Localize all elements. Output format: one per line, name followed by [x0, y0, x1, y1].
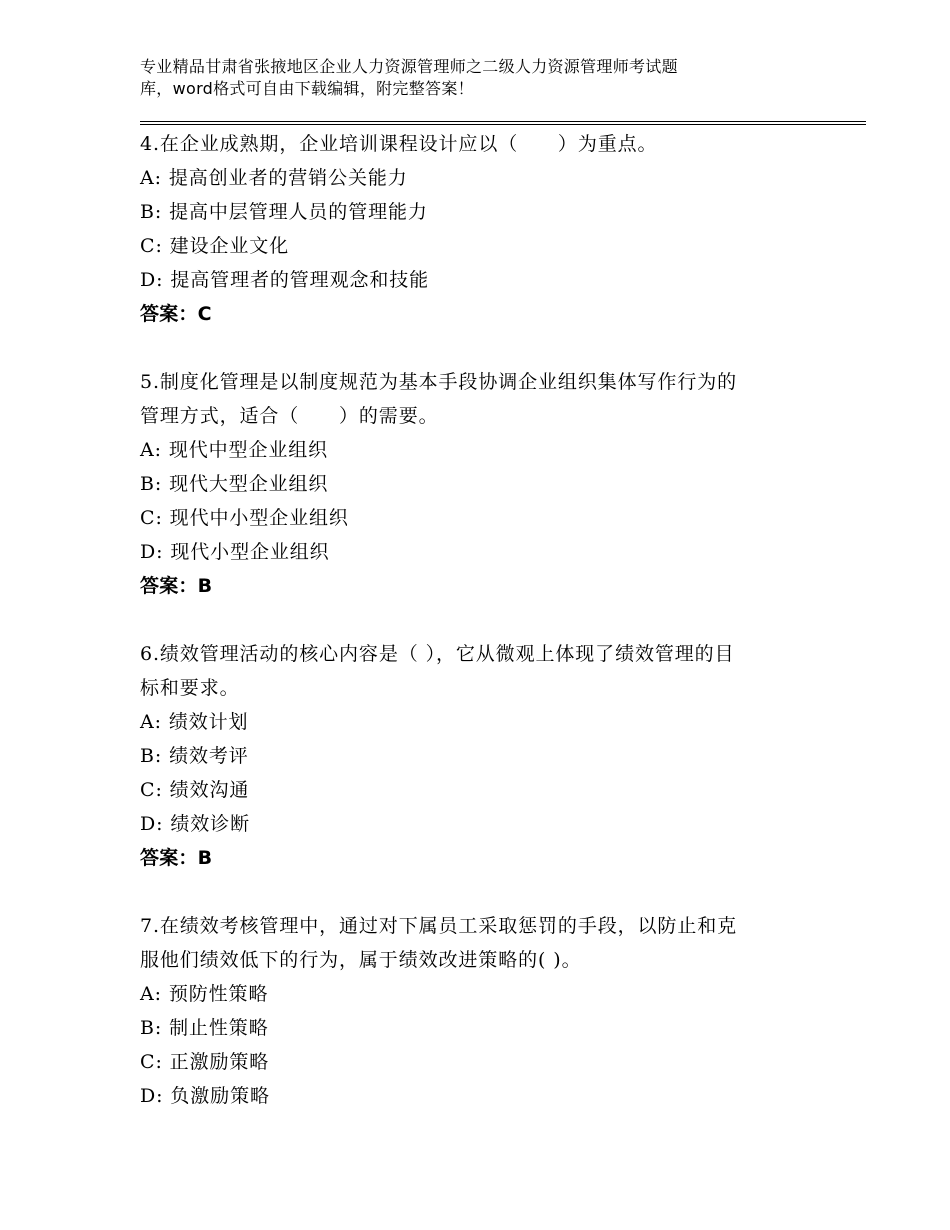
option-b: B: 提高中层管理人员的管理能力 [140, 201, 428, 223]
question-stem: 管理方式，适合（ ）的需要。 [140, 405, 439, 427]
answer-label: 答案：B [140, 847, 213, 869]
header-divider-bottom [140, 124, 866, 125]
document-header [140, 56, 840, 100]
option-d: D: 现代小型企业组织 [140, 541, 330, 563]
option-d: D: 绩效诊断 [140, 813, 250, 835]
header-line-1: 专业精品甘肃省张掖地区企业人力资源管理师之二级人力资源管理师考试题 [140, 57, 678, 76]
option-a: A: 预防性策略 [140, 983, 269, 1005]
option-a: A: 提高创业者的营销公关能力 [140, 167, 408, 189]
question-item [140, 127, 866, 331]
option-d: D: 提高管理者的管理观念和技能 [140, 269, 430, 291]
answer-label: 答案：B [140, 575, 213, 597]
question-stem: 6.绩效管理活动的核心内容是（ ），它从微观上体现了绩效管理的目 [140, 643, 735, 665]
question-stem: 5.制度化管理是以制度规范为基本手段协调企业组织集体写作行为的 [140, 371, 738, 393]
option-b: B: 绩效考评 [140, 745, 249, 767]
option-c: C: 建设企业文化 [140, 235, 290, 257]
option-d: D: 负激励策略 [140, 1085, 270, 1107]
header-line-2: 库，word格式可自由下载编辑，附完整答案！ [140, 79, 474, 98]
option-a: A: 现代中型企业组织 [140, 439, 329, 461]
question-spacer [140, 603, 866, 637]
answer-label: 答案：C [140, 303, 212, 325]
option-c: C: 绩效沟通 [140, 779, 250, 801]
question-item [140, 909, 866, 1113]
question-item [140, 637, 866, 875]
option-b: B: 现代大型企业组织 [140, 473, 329, 495]
question-stem: 4.在企业成熟期，企业培训课程设计应以（ ）为重点。 [140, 133, 658, 155]
option-c: C: 正激励策略 [140, 1051, 270, 1073]
option-c: C: 现代中小型企业组织 [140, 507, 349, 529]
question-list [140, 127, 866, 1113]
option-a: A: 绩效计划 [140, 711, 249, 733]
question-spacer [140, 875, 866, 909]
question-stem: 服他们绩效低下的行为，属于绩效改进策略的( )。 [140, 949, 582, 971]
option-b: B: 制止性策略 [140, 1017, 269, 1039]
question-stem: 标和要求。 [140, 677, 240, 699]
header-divider-top [140, 121, 866, 122]
question-stem: 7.在绩效考核管理中，通过对下属员工采取惩罚的手段，以防止和克 [140, 915, 738, 937]
question-item [140, 365, 866, 603]
question-spacer [140, 331, 866, 365]
